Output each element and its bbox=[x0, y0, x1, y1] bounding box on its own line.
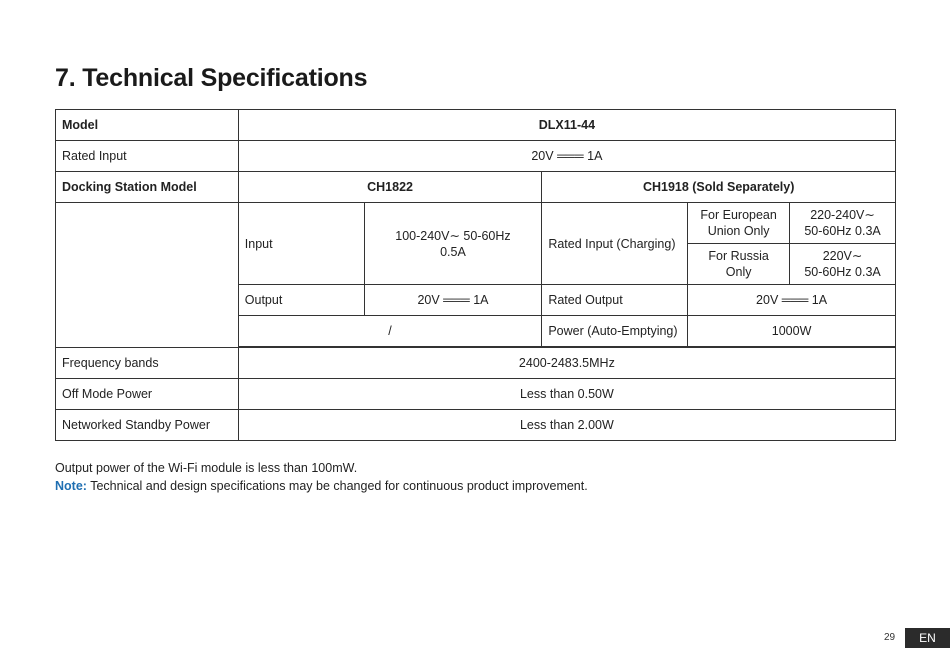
spec-change-note bbox=[55, 477, 588, 495]
standby-label: Networked Standby Power bbox=[56, 410, 239, 441]
table-row-off-mode bbox=[56, 379, 896, 410]
ch1918-eu-value bbox=[790, 203, 896, 244]
frequency-value: 2400-2483.5MHz bbox=[238, 348, 895, 379]
ch1918-ru-voltage: 220V∼ bbox=[822, 249, 863, 263]
ch1918-rated-output-label: Rated Output bbox=[542, 285, 688, 316]
model-value: DLX11-44 bbox=[238, 110, 895, 141]
rated-input-label: Rated Input bbox=[56, 141, 239, 172]
ch1918-ru-value bbox=[790, 244, 896, 285]
ch1918-rated-input-label: Rated Input (Charging) bbox=[542, 203, 688, 285]
frequency-label: Frequency bands bbox=[56, 348, 239, 379]
ch1822-power-value: / bbox=[238, 316, 542, 347]
rated-input-value: 20V ═══ 1A bbox=[238, 141, 895, 172]
table-row-input-eu bbox=[56, 203, 896, 244]
ch1918-eu-label-line2: Union Only bbox=[707, 224, 770, 238]
language-badge: EN bbox=[905, 628, 950, 648]
ch1822-input-label: Input bbox=[238, 203, 364, 285]
ch1822-output-value: 20V ═══ 1A bbox=[364, 285, 542, 316]
ch1822-output-label: Output bbox=[238, 285, 364, 316]
ch1822-input-voltage: 100-240V∼ 50-60Hz bbox=[395, 228, 511, 243]
standby-value: Less than 2.00W bbox=[238, 410, 895, 441]
table-row-rated-input bbox=[56, 141, 896, 172]
ch1918-power-label: Power (Auto-Emptying) bbox=[542, 316, 688, 347]
docking-ch1822-header: CH1822 bbox=[238, 172, 542, 203]
ch1918-ru-label: For Russia Only bbox=[688, 244, 790, 285]
ch1918-rated-output-value: 20V ═══ 1A bbox=[688, 285, 896, 316]
notes-block bbox=[55, 459, 588, 495]
page-title: 7. Technical Specifications bbox=[55, 64, 368, 92]
ch1918-power-value: 1000W bbox=[688, 316, 896, 347]
ch1822-input-value bbox=[364, 203, 542, 285]
ch1918-eu-frequency: 50-60Hz 0.3A bbox=[804, 224, 881, 238]
note-text: Technical and design specifications may be changed for continuous product improvement. bbox=[86, 479, 588, 493]
ch1918-ru-frequency: 50-60Hz 0.3A bbox=[804, 265, 881, 279]
off-mode-label: Off Mode Power bbox=[56, 379, 239, 410]
ch1918-eu-label bbox=[688, 203, 790, 244]
table-row-frequency bbox=[56, 348, 896, 379]
table-row-docking-station bbox=[56, 172, 896, 203]
docking-station-label: Docking Station Model bbox=[56, 172, 239, 203]
ch1918-eu-voltage: 220-240V∼ bbox=[810, 208, 875, 222]
table-row-standby bbox=[56, 410, 896, 441]
ch1918-eu-label-line1: For European bbox=[700, 208, 777, 222]
table-row-model bbox=[56, 110, 896, 141]
page-number: 29 bbox=[884, 632, 896, 643]
ch1822-input-current: 0.5A bbox=[440, 244, 466, 259]
off-mode-value: Less than 0.50W bbox=[238, 379, 895, 410]
model-label: Model bbox=[56, 110, 239, 141]
docking-ch1918-header: CH1918 (Sold Separately) bbox=[542, 172, 896, 203]
specifications-table bbox=[55, 109, 896, 441]
docking-empty-cell bbox=[56, 203, 239, 348]
note-label: Note: bbox=[55, 479, 87, 493]
wifi-power-note: Output power of the Wi-Fi module is less than 100mW. bbox=[55, 461, 358, 475]
